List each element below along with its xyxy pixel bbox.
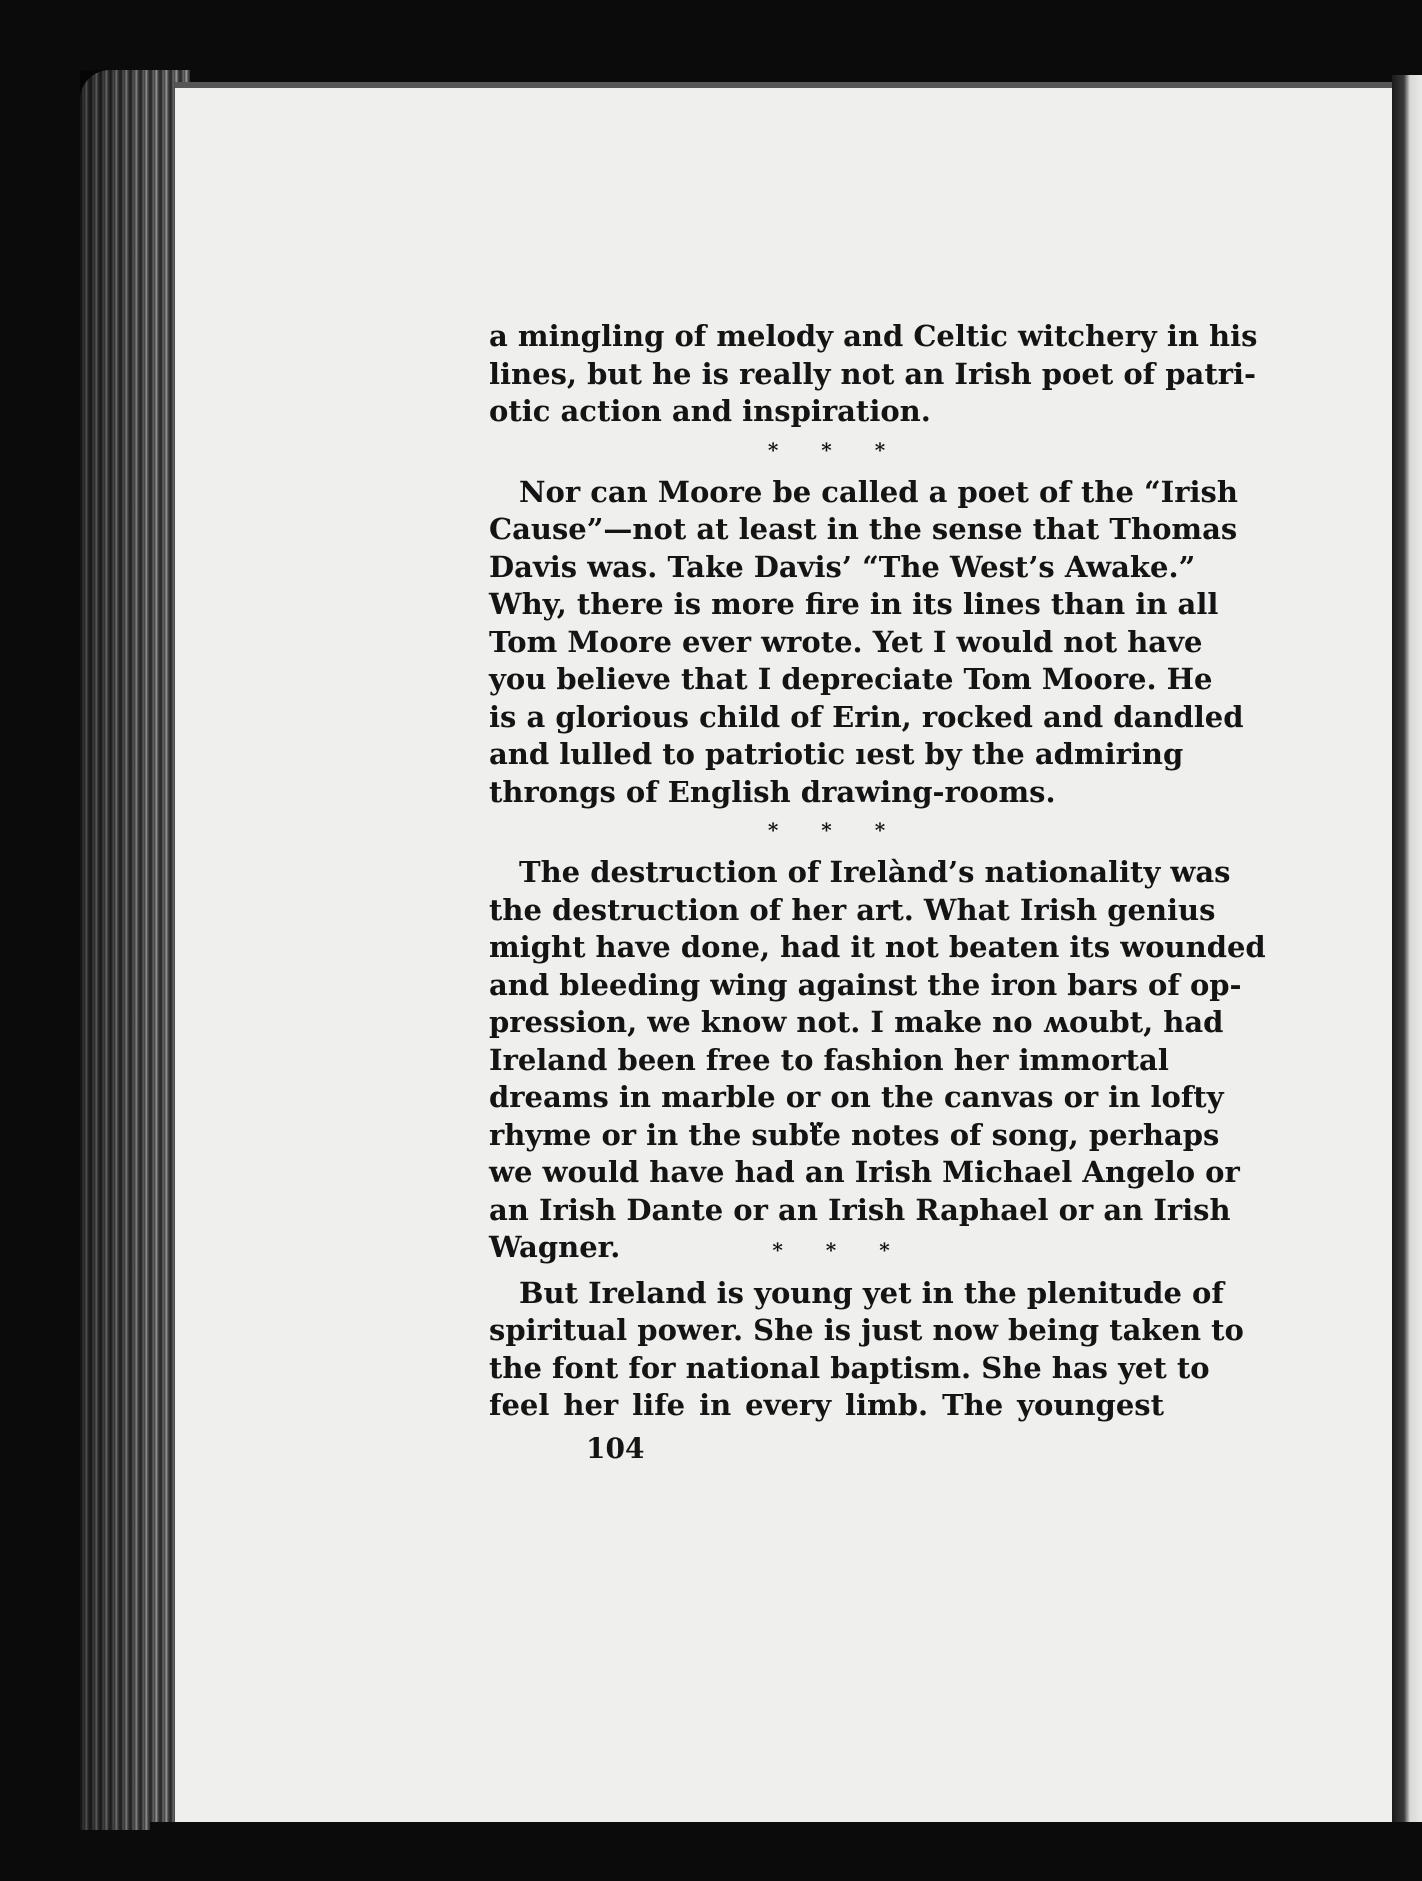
text-line: the destruction of her art. What Irish genius [489, 892, 1216, 927]
text-line: Why, there is more fire in its lines than in all [489, 587, 1219, 621]
section-separator: * * * [767, 437, 904, 462]
section-separator: * * * [767, 818, 904, 842]
text-line: Wagner. [489, 1230, 621, 1264]
last-line-with-separator [489, 1229, 1164, 1267]
paragraph [489, 1275, 1244, 1425]
text-line: dreams in marble or on the canvas or in lofty [489, 1080, 1224, 1114]
text-line: and bleeding wing against the iron bars of op- [489, 967, 1242, 1002]
text-line: rhyme or in the subť̈e notes of song, perhaps [489, 1117, 1220, 1152]
text-line: But Ireland is young yet in the plenitude of [519, 1275, 1224, 1310]
text-line: an Irish Dante or an Irish Raphael or an Irish [489, 1192, 1231, 1227]
text-line: throngs of English drawing-rooms. [489, 774, 1056, 809]
text-line: you believe that I depreciate Tom Moore. He [489, 662, 1213, 696]
text-line: pression, we know not. I make no ʍoubt, had [489, 1005, 1224, 1039]
paragraph [489, 318, 1258, 431]
page-number: 104 [586, 1432, 645, 1465]
text-line: is a glorious child of Erin, rocked and dandled [489, 699, 1244, 734]
text-line: spiritual power. She is just now being taken to [489, 1313, 1244, 1347]
text-line: otic action and inspiration. [489, 394, 931, 428]
text-line: Nor can Moore be called a poet of the “Irish [519, 474, 1238, 509]
text-line: might have done, had it not beaten its wounded [489, 930, 1266, 964]
text-line: Davis was. Take Davis’ “The West’s Awake.” [489, 549, 1196, 584]
text-line: Tom Moore ever wrote. Yet I would not have [489, 624, 1203, 659]
text-line: the font for national baptism. She has yet to [489, 1350, 1210, 1385]
text-line: we would have had an Irish Michael Angelo or [489, 1155, 1240, 1189]
paragraph [489, 854, 1266, 1267]
text-line: Cause”—not at least in the sense that Thomas [489, 512, 1238, 546]
text-line: Ireland been free to fashion her immortal [489, 1042, 1169, 1077]
body-text [489, 318, 1266, 1425]
text-line: feel her life in every limb. The youngest [489, 1388, 1164, 1422]
section-separator: * * * [772, 1238, 908, 1262]
text-line: The destruction of Irelànd’s nationality was [519, 855, 1231, 889]
bottom-margin-shadow [150, 1822, 1422, 1881]
text-line: a mingling of melody and Celtic witchery in his [489, 319, 1258, 353]
paragraph [489, 474, 1244, 812]
facing-page-edge [1392, 75, 1422, 1835]
text-line: and lulled to patriotic ıest by the admiring [489, 737, 1184, 771]
text-line: lines, but he is really not an Irish poet of patri- [489, 356, 1257, 391]
